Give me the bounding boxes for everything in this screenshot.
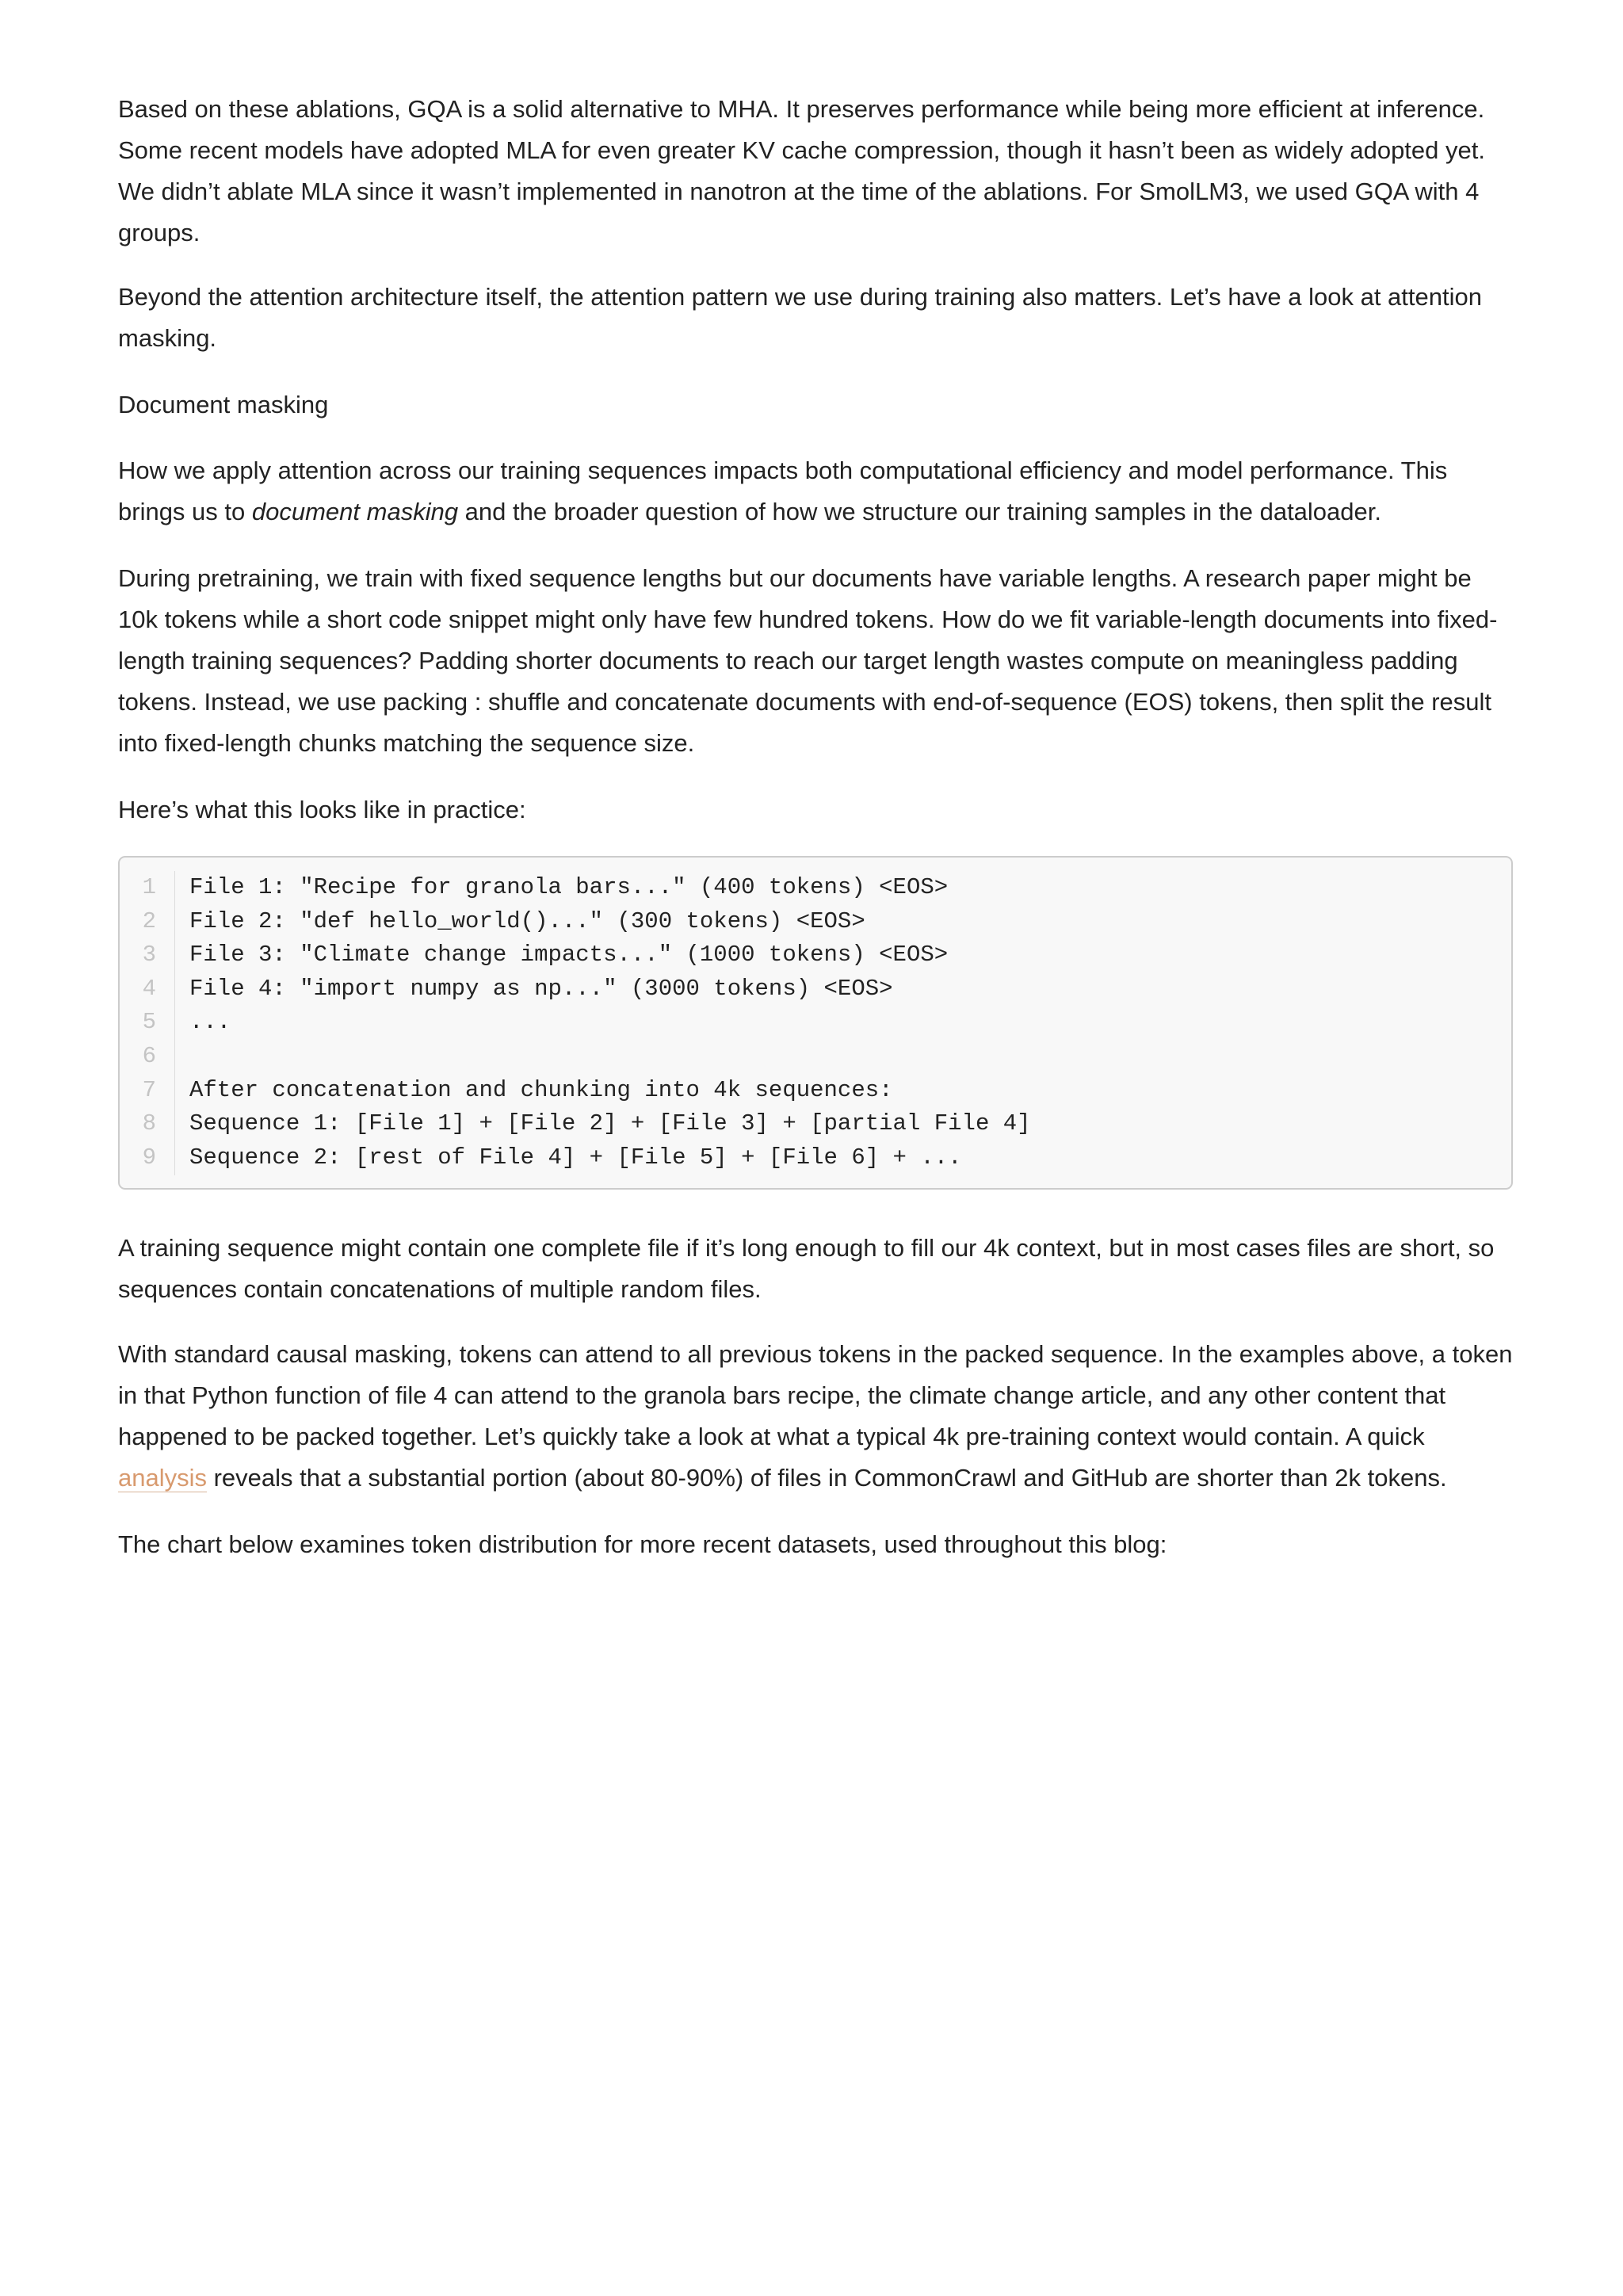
code-text xyxy=(156,1040,189,1074)
paragraph-in-practice: Here’s what this looks like in practice: xyxy=(118,796,526,823)
code-line xyxy=(120,905,1511,939)
code-text: File 2: "def hello_world()..." (300 tokens) <EOS> xyxy=(189,907,865,934)
code-line xyxy=(120,1141,1511,1175)
line-number: 1 xyxy=(142,874,156,900)
line-number: 4 xyxy=(142,975,156,1002)
code-text: Sequence 2: [rest of File 4] + [File 5] + [File 6] + ... xyxy=(189,1144,962,1171)
line-number: 5 xyxy=(142,1009,156,1036)
paragraph-gqa-conclusion: Based on these ablations, GQA is a solid alternative to MHA. It preserves performance while being more efficient at inference. Some recent models have adopted MLA for even greater KV cache compression, though it hasn’t been as widely adopted yet. We didn’t ablate MLA since it wasn’t implemented in nanotron at the time of the ablations. For SmolLM3, we used GQA with 4 groups. xyxy=(118,95,1485,246)
code-line xyxy=(120,1040,1511,1074)
paragraph-packing-explanation: During pretraining, we train with fixed sequence lengths but our documents have variable lengths. A research paper might be 10k tokens while a short code snippet might only have few hundred tokens. How do we fit variable-length documents into fixed-length training sequences? Padding shorter documents to reach our target length wastes compute on meaningless padding tokens. Instead, we use packing : shuffle and concatenate documents with end-of-sequence (EOS) tokens, then split the result into fixed-length chunks matching the sequence size. xyxy=(118,564,1498,757)
analysis-link[interactable]: analysis xyxy=(118,1464,207,1492)
line-number: 6 xyxy=(142,1042,156,1069)
paragraph-document-masking-intro xyxy=(118,450,1514,533)
paragraph-causal-masking xyxy=(118,1334,1514,1499)
paragraph-attention-pattern: Beyond the attention architecture itself, the attention pattern we use during training also matters. Let’s have a look at attention masking. xyxy=(118,283,1482,352)
paragraph-training-sequence: A training sequence might contain one complete file if it’s long enough to fill our 4k context, but in most cases files are short, so sequences contain concatenations of multiple random files. xyxy=(118,1234,1495,1303)
article-body xyxy=(118,89,1514,1591)
emphasis-document-masking: document masking xyxy=(251,498,459,525)
section-heading-document-masking: Document masking xyxy=(118,391,329,418)
code-block[interactable] xyxy=(118,856,1513,1190)
paragraph-text: With standard causal masking, tokens can attend to all previous tokens in the packed sequence. In the examples above, a token in that Python function of file 4 can attend to the granola bars recipe, the climate change article, and any other content that happened to be packed together. Let’s quickly take a look at what a typical 4k pre-training context would contain. A quick xyxy=(118,1340,1513,1450)
line-number: 9 xyxy=(142,1144,156,1171)
code-text: After concatenation and chunking into 4k sequences: xyxy=(189,1076,893,1103)
code-line xyxy=(120,938,1511,972)
line-number: 3 xyxy=(142,942,156,968)
code-line xyxy=(120,1107,1511,1141)
code-line xyxy=(120,1074,1511,1108)
paragraph-chart-intro: The chart below examines token distribution for more recent datasets, used throughout this blog: xyxy=(118,1530,1167,1558)
code-text: File 1: "Recipe for granola bars..." (400 tokens) <EOS> xyxy=(189,874,949,900)
code-line xyxy=(120,1006,1511,1040)
line-number: 7 xyxy=(142,1076,156,1103)
code-text: File 3: "Climate change impacts..." (1000 tokens) <EOS> xyxy=(189,942,949,968)
paragraph-text: reveals that a substantial portion (about 80-90%) of files in CommonCrawl and GitHub are shorter than 2k tokens. xyxy=(207,1464,1447,1492)
code-text: File 4: "import numpy as np..." (3000 tokens) <EOS> xyxy=(189,975,893,1002)
paragraph-text: How we apply attention across our training sequences impacts both computational efficiency and model performance. This brings us to xyxy=(118,457,1448,525)
code-line xyxy=(120,871,1511,905)
code-text: Sequence 1: [File 1] + [File 2] + [File 3] + [partial File 4] xyxy=(189,1110,1031,1137)
paragraph-text: and the broader question of how we structure our training samples in the dataloader. xyxy=(458,498,1381,525)
code-text: ... xyxy=(189,1009,231,1036)
line-number: 2 xyxy=(142,907,156,934)
code-line xyxy=(120,972,1511,1007)
code-gutter-divider xyxy=(174,871,175,1175)
line-number: 8 xyxy=(142,1110,156,1137)
